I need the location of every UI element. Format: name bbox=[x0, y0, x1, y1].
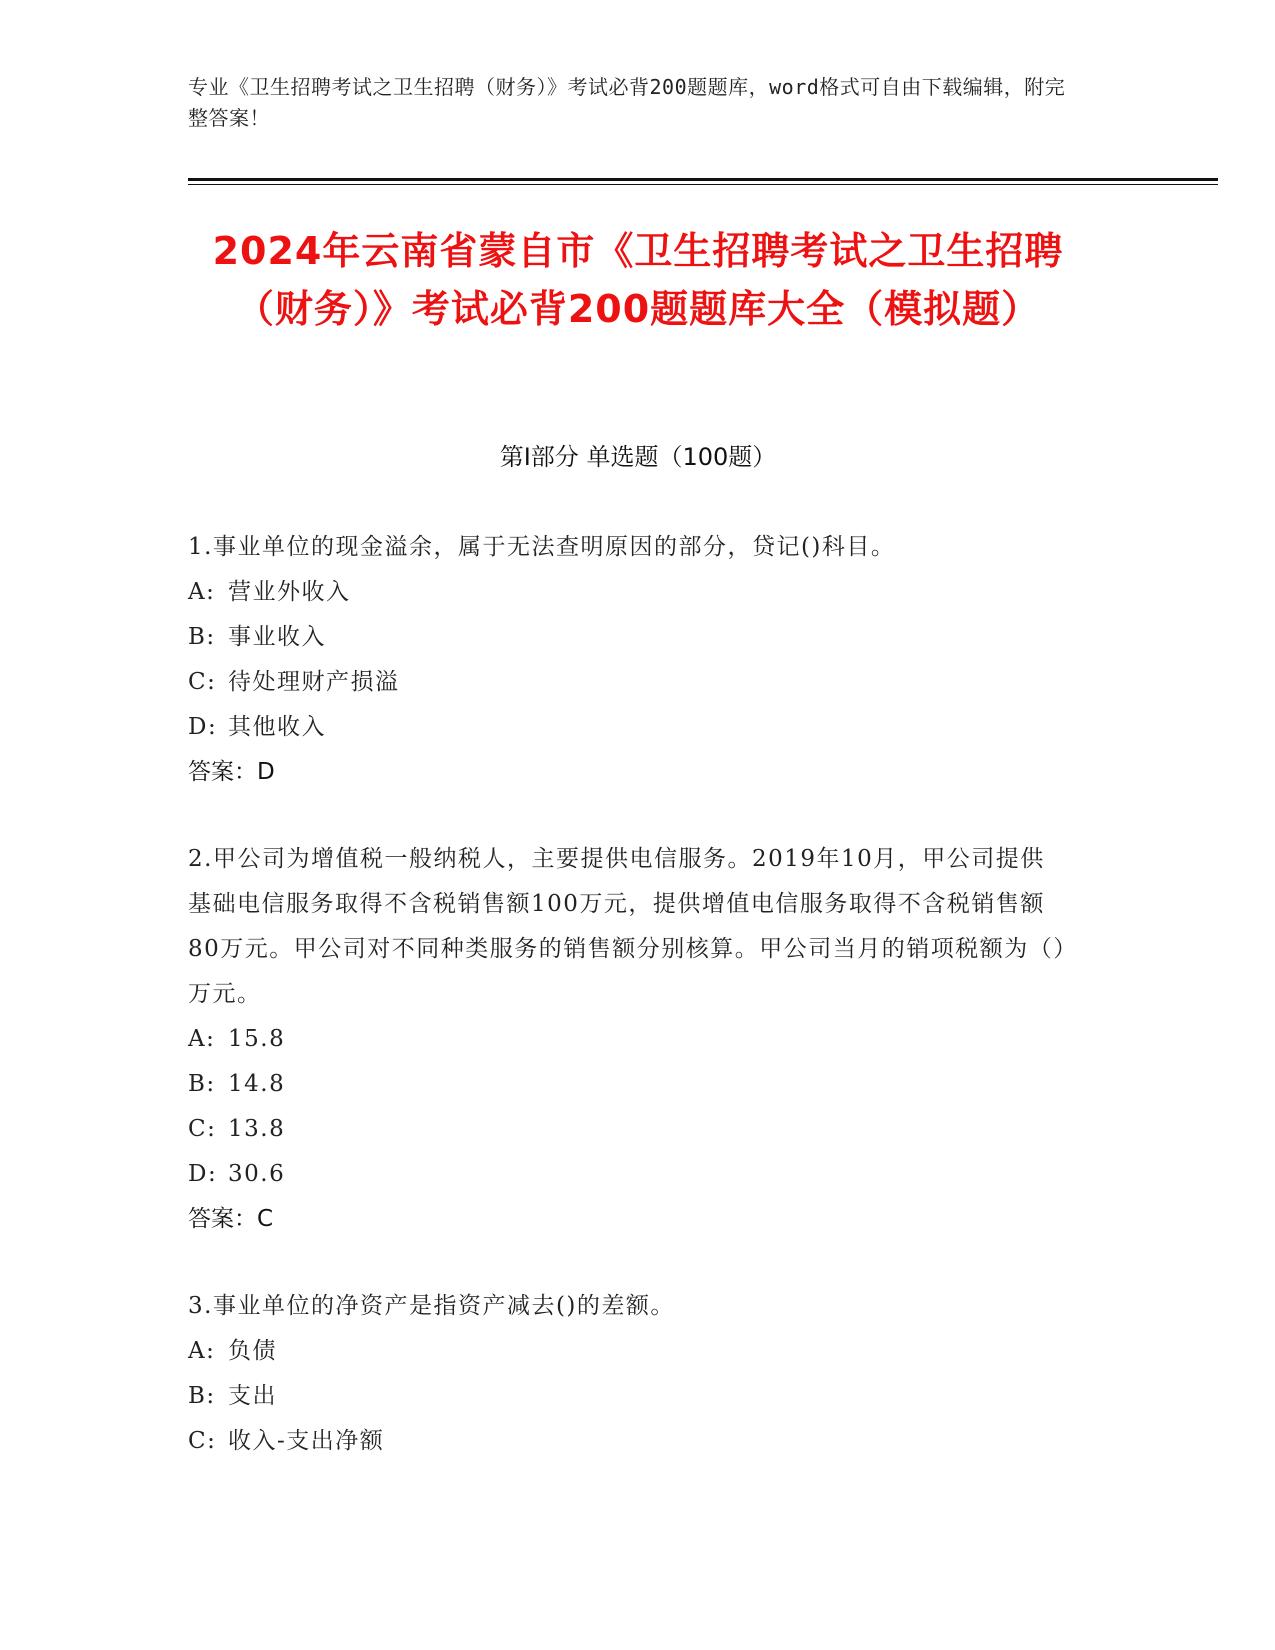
option-b bbox=[188, 1374, 1068, 1419]
section-title: 第Ⅰ部分 单选题（100题） bbox=[499, 443, 777, 471]
option-letter: D: bbox=[188, 1161, 218, 1187]
option-letter: C: bbox=[188, 669, 217, 695]
option-a bbox=[188, 1329, 1068, 1374]
option-letter: B: bbox=[188, 1071, 216, 1097]
option-text: 15.8 bbox=[228, 1026, 286, 1052]
option-c bbox=[188, 1419, 1068, 1464]
question-2 bbox=[188, 837, 1068, 1242]
option-text: 支出 bbox=[228, 1383, 277, 1409]
option-text: 待处理财产损溢 bbox=[228, 669, 400, 695]
answer-line: 答案：D bbox=[188, 759, 275, 785]
answer-line: 答案：C bbox=[188, 1206, 274, 1232]
question-stem: 2.甲公司为增值税一般纳税人，主要提供电信服务。2019年10月，甲公司提供基础电信服务取得不含税销售额100万元，提供增值电信服务取得不含税销售额80万元。甲公司对不同种类服务的销售额分别核算。甲公司当月的销项税额为（）万元。 bbox=[188, 846, 1067, 1007]
option-text: 负债 bbox=[228, 1338, 277, 1364]
header-rule-thick bbox=[188, 178, 1218, 181]
option-text: 营业外收入 bbox=[228, 579, 351, 605]
option-b bbox=[188, 615, 1068, 660]
option-letter: A: bbox=[188, 1338, 216, 1364]
option-letter: C: bbox=[188, 1116, 217, 1142]
option-c bbox=[188, 660, 1068, 705]
header-note: 专业《卫生招聘考试之卫生招聘（财务）》考试必背200题题库，word格式可自由下载编辑，附完整答案！ bbox=[188, 75, 1066, 130]
question-list bbox=[188, 525, 1068, 1506]
option-text: 其他收入 bbox=[228, 714, 326, 740]
option-letter: A: bbox=[188, 579, 216, 605]
option-text: 事业收入 bbox=[228, 624, 326, 650]
option-a bbox=[188, 1017, 1068, 1062]
option-letter: B: bbox=[188, 624, 216, 650]
header-rule-thin bbox=[188, 184, 1218, 185]
option-letter: C: bbox=[188, 1428, 217, 1454]
option-c bbox=[188, 1107, 1068, 1152]
question-stem: 1.事业单位的现金溢余，属于无法查明原因的部分，贷记()科目。 bbox=[188, 534, 896, 560]
option-letter: A: bbox=[188, 1026, 216, 1052]
document-title: 2024年云南省蒙自市《卫生招聘考试之卫生招聘（财务）》考试必背200题题库大全（模拟题） bbox=[212, 229, 1064, 331]
option-text: 13.8 bbox=[228, 1116, 286, 1142]
option-text: 30.6 bbox=[228, 1161, 286, 1187]
option-letter: D: bbox=[188, 714, 218, 740]
option-text: 14.8 bbox=[228, 1071, 286, 1097]
option-a bbox=[188, 570, 1068, 615]
option-d bbox=[188, 1152, 1068, 1197]
question-1 bbox=[188, 525, 1068, 795]
option-letter: B: bbox=[188, 1383, 216, 1409]
option-b bbox=[188, 1062, 1068, 1107]
option-text: 收入-支出净额 bbox=[228, 1428, 385, 1454]
question-3 bbox=[188, 1284, 1068, 1464]
option-d bbox=[188, 705, 1068, 750]
question-stem: 3.事业单位的净资产是指资产减去()的差额。 bbox=[188, 1293, 675, 1319]
